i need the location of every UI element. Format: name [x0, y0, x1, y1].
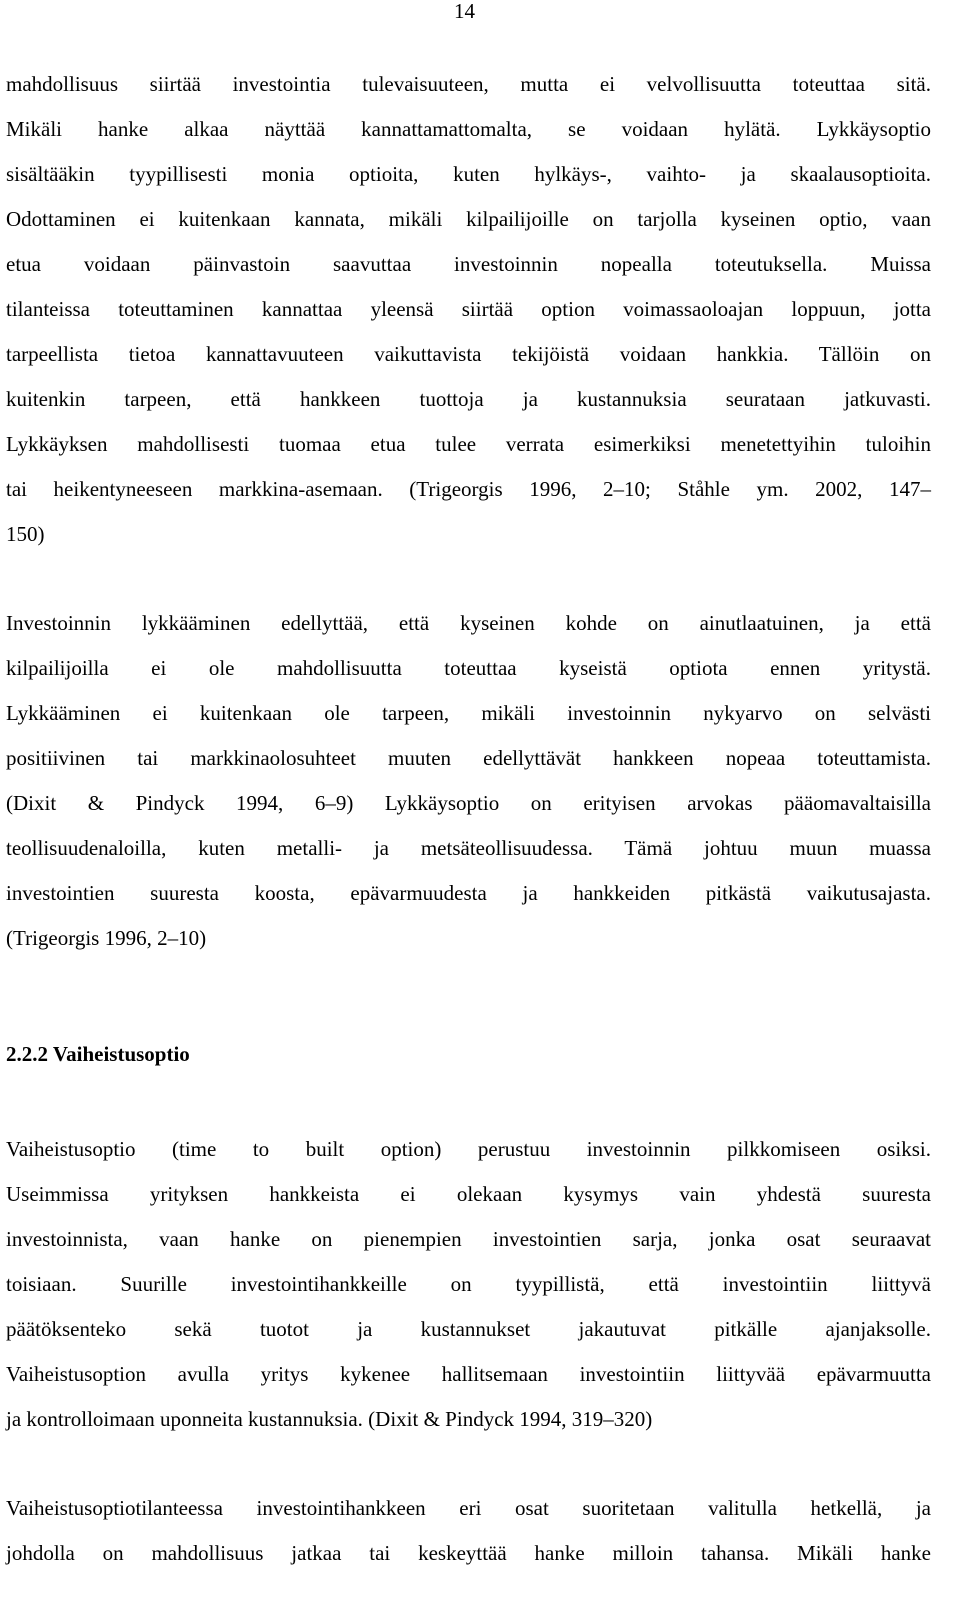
text-line: tilanteissa toteuttaminen kannattaa yleensä siirtää option voimassaoloajan loppuun, jotta — [6, 297, 931, 321]
text-line: kilpailijoilla ei ole mahdollisuutta toteuttaa kyseistä optiota ennen yritystä. — [6, 656, 931, 680]
text-line: toisiaan. Suurille investointihankkeille on tyypillistä, että investointiin liittyvä — [6, 1272, 931, 1296]
text-line: sisältääkin tyypillisesti monia optioita, kuten hylkäys-, vaihto- ja skaalausoptioita. — [6, 162, 931, 186]
text-line: investointien suuresta koosta, epävarmuudesta ja hankkeiden pitkästä vaikutusajasta. — [6, 881, 931, 905]
text-line: 150) — [6, 522, 45, 546]
text-line: Useimmissa yrityksen hankkeista ei olekaan kysymys vain yhdestä suuresta — [6, 1182, 931, 1206]
text-line: (Trigeorgis 1996, 2–10) — [6, 926, 207, 950]
text-line: Vaiheistusoption avulla yritys kykenee hallitsemaan investointiin liittyvää epävarmuutta — [6, 1362, 931, 1386]
text-line: investoinnista, vaan hanke on pienempien investointien sarja, jonka osat seuraavat — [6, 1227, 931, 1251]
text-line: (Dixit & Pindyck 1994, 6–9) Lykkäysoptio on erityisen arvokas pääomavaltaisilla — [6, 791, 931, 815]
text-line: Lykkääminen ei kuitenkaan ole tarpeen, mikäli investoinnin nykyarvo on selvästi — [6, 701, 931, 725]
text-line: tai heikentyneeseen markkina-asemaan. (Trigeorgis 1996, 2–10; Ståhle ym. 2002, 147– — [6, 477, 931, 501]
text-line: johdolla on mahdollisuus jatkaa tai keskeyttää hanke milloin tahansa. Mikäli hanke — [6, 1541, 931, 1565]
text-line: ja kontrolloimaan uponneita kustannuksia. (Dixit & Pindyck 1994, 319–320) — [6, 1407, 653, 1431]
page-number: 14 — [454, 0, 475, 23]
text-line: Mikäli hanke alkaa näyttää kannattamattomalta, se voidaan hylätä. Lykkäysoptio — [6, 117, 931, 141]
text-line: Vaiheistusoptiotilanteessa investointihankkeen eri osat suoritetaan valitulla hetkellä, ja — [6, 1496, 931, 1520]
text-line: etua voidaan päinvastoin saavuttaa investoinnin nopealla toteutuksella. Muissa — [6, 252, 931, 276]
text-line: tarpeellista tietoa kannattavuuteen vaikuttavista tekijöistä voidaan hankkia. Tällöin on — [6, 342, 931, 366]
section-heading: 2.2.2 Vaiheistusoptio — [6, 1042, 190, 1066]
text-line: positiivinen tai markkinaolosuhteet muuten edellyttävät hankkeen nopeaa toteuttamista. — [6, 746, 931, 770]
text-line: päätöksenteko sekä tuotot ja kustannukset jakautuvat pitkälle ajanjaksolle. — [6, 1317, 931, 1341]
text-line: teollisuudenaloilla, kuten metalli- ja metsäteollisuudessa. Tämä johtuu muun muassa — [6, 836, 931, 860]
text-line: Odottaminen ei kuitenkaan kannata, mikäli kilpailijoille on tarjolla kyseinen optio, vaan — [6, 207, 931, 231]
text-line: Investoinnin lykkääminen edellyttää, että kyseinen kohde on ainutlaatuinen, ja että — [6, 611, 931, 635]
text-line: Lykkäyksen mahdollisesti tuomaa etua tulee verrata esimerkiksi menetettyihin tuloihin — [6, 432, 931, 456]
text-line: kuitenkin tarpeen, että hankkeen tuottoja ja kustannuksia seurataan jatkuvasti. — [6, 387, 931, 411]
text-line: mahdollisuus siirtää investointia tulevaisuuteen, mutta ei velvollisuutta toteuttaa sitä. — [6, 72, 931, 96]
text-line: Vaiheistusoptio (time to built option) perustuu investoinnin pilkkomiseen osiksi. — [6, 1137, 931, 1161]
